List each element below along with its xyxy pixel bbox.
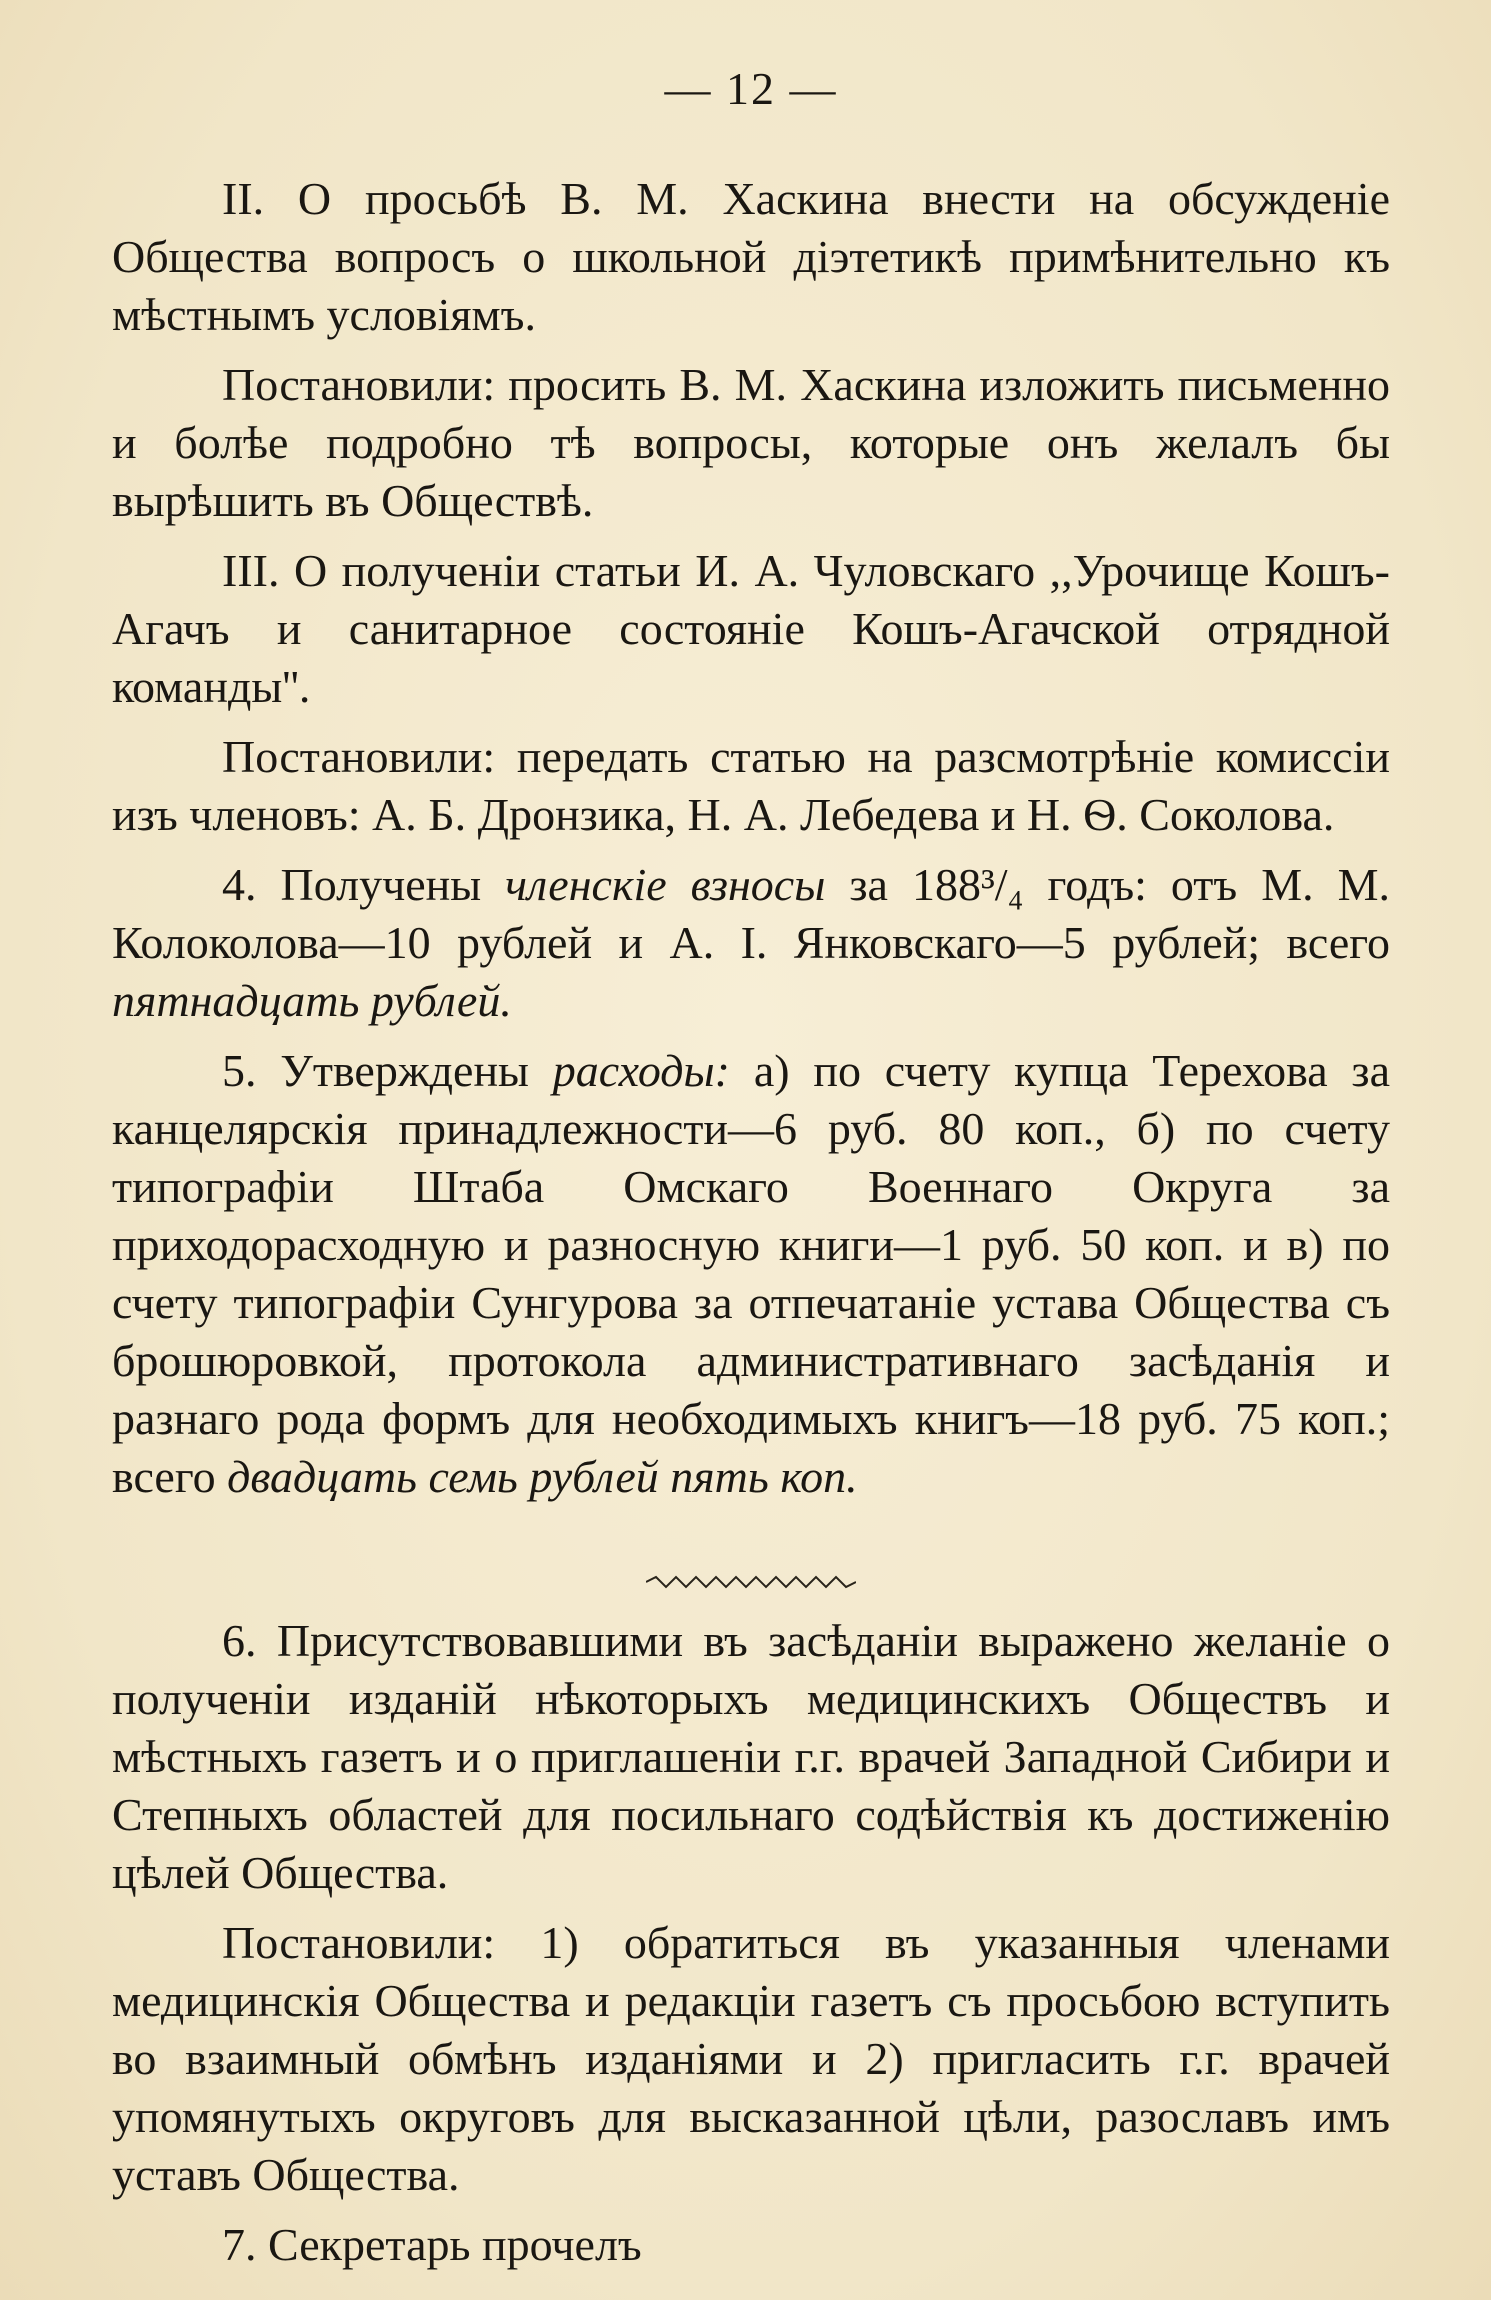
page-number: — 12 — (664, 63, 838, 114)
item-6-resolution: Постановили: 1) обратиться въ указанныя членами медицинскія Общества и редакціи газетъ съ просьбою вступить во взаимный обмѣнъ изданіями и 2) пригласить г.г. врачей упомянутыхъ округовъ для высказанной цѣли, разославъ имъ уставъ Общества. (112, 1917, 1390, 2200)
section-ii-heading: II. О просьбѣ В. М. Хаскина внести на обсужденіе Общества вопросъ о школьной діэтетикѣ примѣнительно къ мѣстнымъ условіямъ. (112, 173, 1390, 340)
item-5-body: а) по счету купца Терехова за канцелярскія принадлежности—6 руб. 80 коп., б) по счету типографіи Штаба Омскаго Военнаго Округа за приходорасходную и разносную книги—1 руб. 50 коп. и в) по счету типографіи Сунгурова за отпечатаніе устава Общества съ брошюровкой, протокола административнаго засѣданія и разнаго рода формъ для необходимыхъ книгъ—18 руб. 75 коп.; всего (112, 1045, 1391, 1502)
item-6-paragraph: 6. Присутствовавшими въ засѣданіи выражено желаніе о полученіи изданій нѣкоторыхъ медицинскихъ Обществъ и мѣстныхъ газетъ и о приглашеніи г.г. врачей Западной Сибири и Степныхъ областей для посильнаго содѣйствія къ достиженію цѣлей Общества. (112, 1615, 1390, 1898)
wavy-divider-icon (646, 1574, 856, 1590)
item-4-italic-total: пятнадцать рублей. (112, 975, 512, 1026)
item-5-paragraph (112, 1042, 1390, 1506)
item-4-prefix: 4. Получены (222, 859, 482, 910)
section-ii-resolution: Постановили: просить В. М. Хаскина изложить письменно и болѣе подробно тѣ вопросы, которые онъ желалъ бы вырѣшить въ Обществѣ. (112, 359, 1390, 526)
item-5-italic-total: двадцать семь рублей пять коп. (227, 1451, 858, 1502)
item-7-paragraph: 7. Секретарь прочелъ (222, 2219, 642, 2270)
section-iii-resolution: Постановили: передать статью на разсмотрѣніе комиссіи изъ членовъ: А. Б. Дронзика, Н. А. Лебедева и Н. Ѳ. Соколова. (112, 731, 1390, 840)
section-iii-heading: III. О полученіи статьи И. А. Чуловскаго ,,Урочище Кошъ-Агачъ и санитарное состояніе Кошъ-Агачской отрядной команды''. (112, 545, 1390, 712)
page-content (112, 60, 1390, 2286)
item-4-italic-dues: членскіе взносы (505, 859, 826, 910)
item-5-italic-expenses: расходы: (552, 1045, 730, 1096)
item-4-paragraph (112, 856, 1390, 1030)
item-5-prefix: 5. Утверждены (222, 1045, 529, 1096)
item-4-body: за 188³/₄ годъ: отъ М. М. Колоколова—10 рублей и А. І. Янковскаго—5 рублей; всего (112, 859, 1390, 968)
ornamental-divider (112, 1546, 1390, 1570)
